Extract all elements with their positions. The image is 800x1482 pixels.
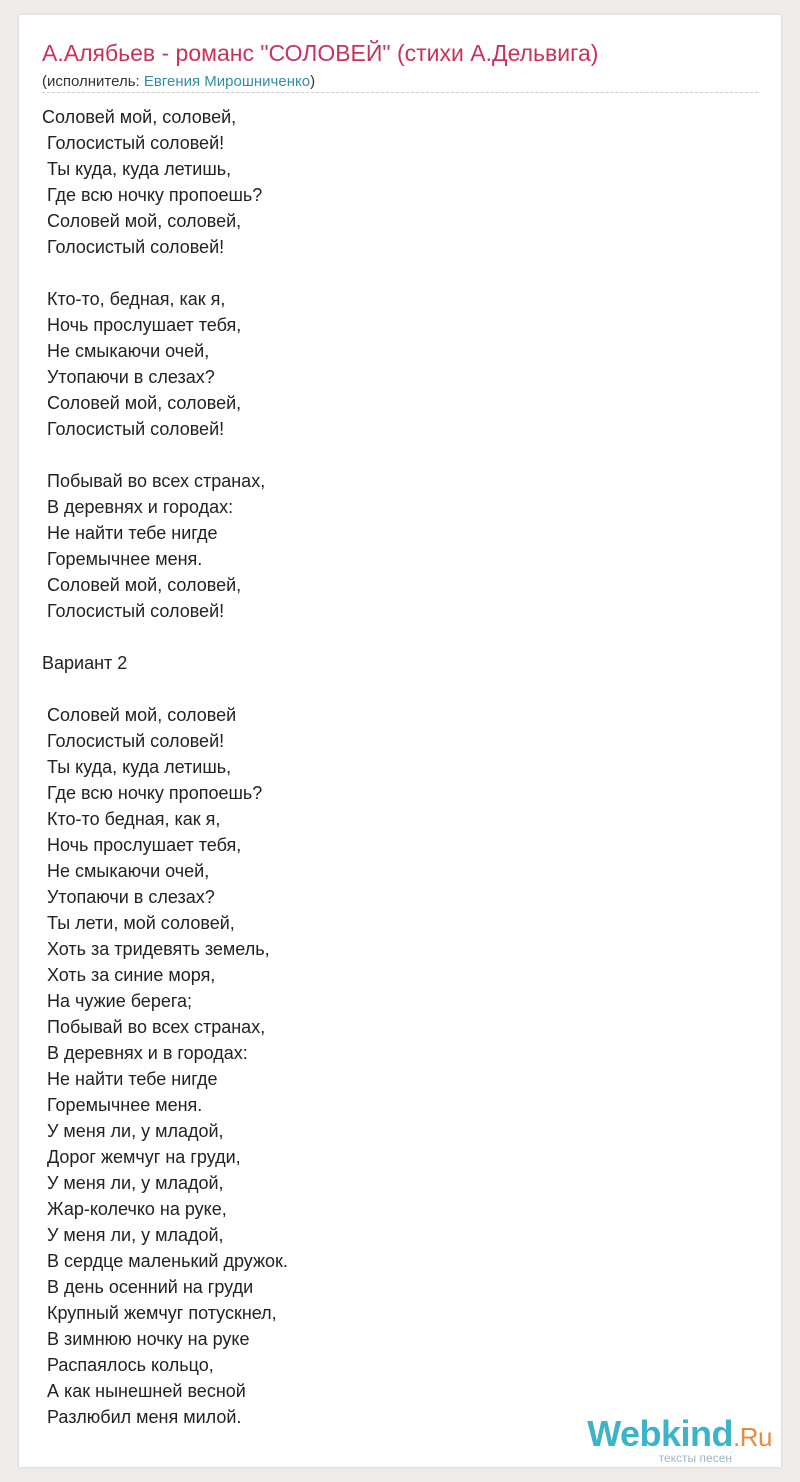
performer-prefix: (исполнитель: xyxy=(42,73,144,90)
lyric-line: Голосистый соловей! xyxy=(42,133,225,153)
lyric-line: Разлюбил меня милой. xyxy=(42,1407,242,1427)
lyric-line: Дорог жемчуг на груди, xyxy=(42,1147,241,1167)
lyric-line: Не смыкаючи очей, xyxy=(42,861,210,881)
lyric-line: Соловей мой, соловей, xyxy=(42,107,237,127)
lyrics-text xyxy=(42,104,288,1430)
lyric-line: Ты куда, куда летишь, xyxy=(42,159,232,179)
webkind-logo xyxy=(587,1413,772,1465)
lyric-line: Соловей мой, соловей, xyxy=(42,211,242,231)
lyric-line: Где всю ночку пропоешь? xyxy=(42,185,263,205)
lyric-line: Ночь прослушает тебя, xyxy=(42,835,242,855)
title-divider xyxy=(42,92,758,93)
lyric-line: Соловей мой, соловей xyxy=(42,705,237,725)
webkind-tld: .Ru xyxy=(733,1422,772,1452)
performer-suffix: ) xyxy=(310,73,316,90)
lyric-line: В деревнях и городах: xyxy=(42,497,234,517)
lyric-line: Горемычнее меня. xyxy=(42,1095,203,1115)
lyric-line: Жар-колечко на руке, xyxy=(42,1199,227,1219)
lyric-line: Побывай во всех странах, xyxy=(42,1017,266,1037)
lyric-line: В зимнюю ночку на руке xyxy=(42,1329,250,1349)
lyric-line: Голосистый соловей! xyxy=(42,419,225,439)
lyric-line: В сердце маленький дружок. xyxy=(42,1251,288,1271)
webkind-brand: Webkind.Ru xyxy=(587,1413,772,1454)
lyric-line: На чужие берега; xyxy=(42,991,193,1011)
performer-link[interactable]: Евгения Мирошниченко xyxy=(143,73,311,90)
lyric-line: Хоть за тридевять земель, xyxy=(42,939,270,959)
lyric-line: Кто-то, бедная, как я, xyxy=(42,289,226,309)
lyric-line: Голосистый соловей! xyxy=(42,601,225,621)
webkind-subtitle: тексты песен xyxy=(658,1451,732,1465)
lyric-line: Горемычнее меня. xyxy=(42,549,203,569)
lyric-line xyxy=(42,442,288,468)
lyric-line: Не найти тебе нигде xyxy=(42,1069,218,1089)
lyric-line: Ночь прослушает тебя, xyxy=(42,315,242,335)
lyric-line: Ты лети, мой соловей, xyxy=(42,913,235,933)
lyric-line: Не найти тебе нигде xyxy=(42,523,218,543)
lyric-line: Утопаючи в слезах? xyxy=(42,887,215,907)
lyric-line: А как нынешней весной xyxy=(42,1381,246,1401)
song-title: А.Алябьев - романс "СОЛОВЕЙ" (стихи А.Дельвига) xyxy=(42,40,599,66)
lyric-line: Не смыкаючи очей, xyxy=(42,341,210,361)
lyric-line: Крупный жемчуг потускнел, xyxy=(42,1303,277,1323)
lyric-line: У меня ли, у младой, xyxy=(42,1121,224,1141)
lyric-line: У меня ли, у младой, xyxy=(42,1225,224,1245)
lyric-line: В день осенний на груди xyxy=(42,1277,254,1297)
lyric-line: Голосистый соловей! xyxy=(42,237,225,257)
lyric-line: Где всю ночку пропоешь? xyxy=(42,783,263,803)
lyric-line: Побывай во всех странах, xyxy=(42,471,266,491)
lyric-line: У меня ли, у младой, xyxy=(42,1173,224,1193)
lyric-line: Голосистый соловей! xyxy=(42,731,225,751)
lyric-line: Кто-то бедная, как я, xyxy=(42,809,221,829)
lyric-line: Соловей мой, соловей, xyxy=(42,393,242,413)
performer-line xyxy=(42,73,315,90)
lyric-line: В деревнях и в городах: xyxy=(42,1043,248,1063)
lyric-line xyxy=(42,624,288,650)
lyric-line: Соловей мой, соловей, xyxy=(42,575,242,595)
lyric-line xyxy=(42,676,288,702)
lyric-line: Вариант 2 xyxy=(42,653,128,673)
lyric-line xyxy=(42,260,288,286)
lyric-line: Утопаючи в слезах? xyxy=(42,367,215,387)
lyric-line: Хоть за синие моря, xyxy=(42,965,216,985)
lyric-line: Распаялось кольцо, xyxy=(42,1355,214,1375)
lyric-line: Ты куда, куда летишь, xyxy=(42,757,232,777)
